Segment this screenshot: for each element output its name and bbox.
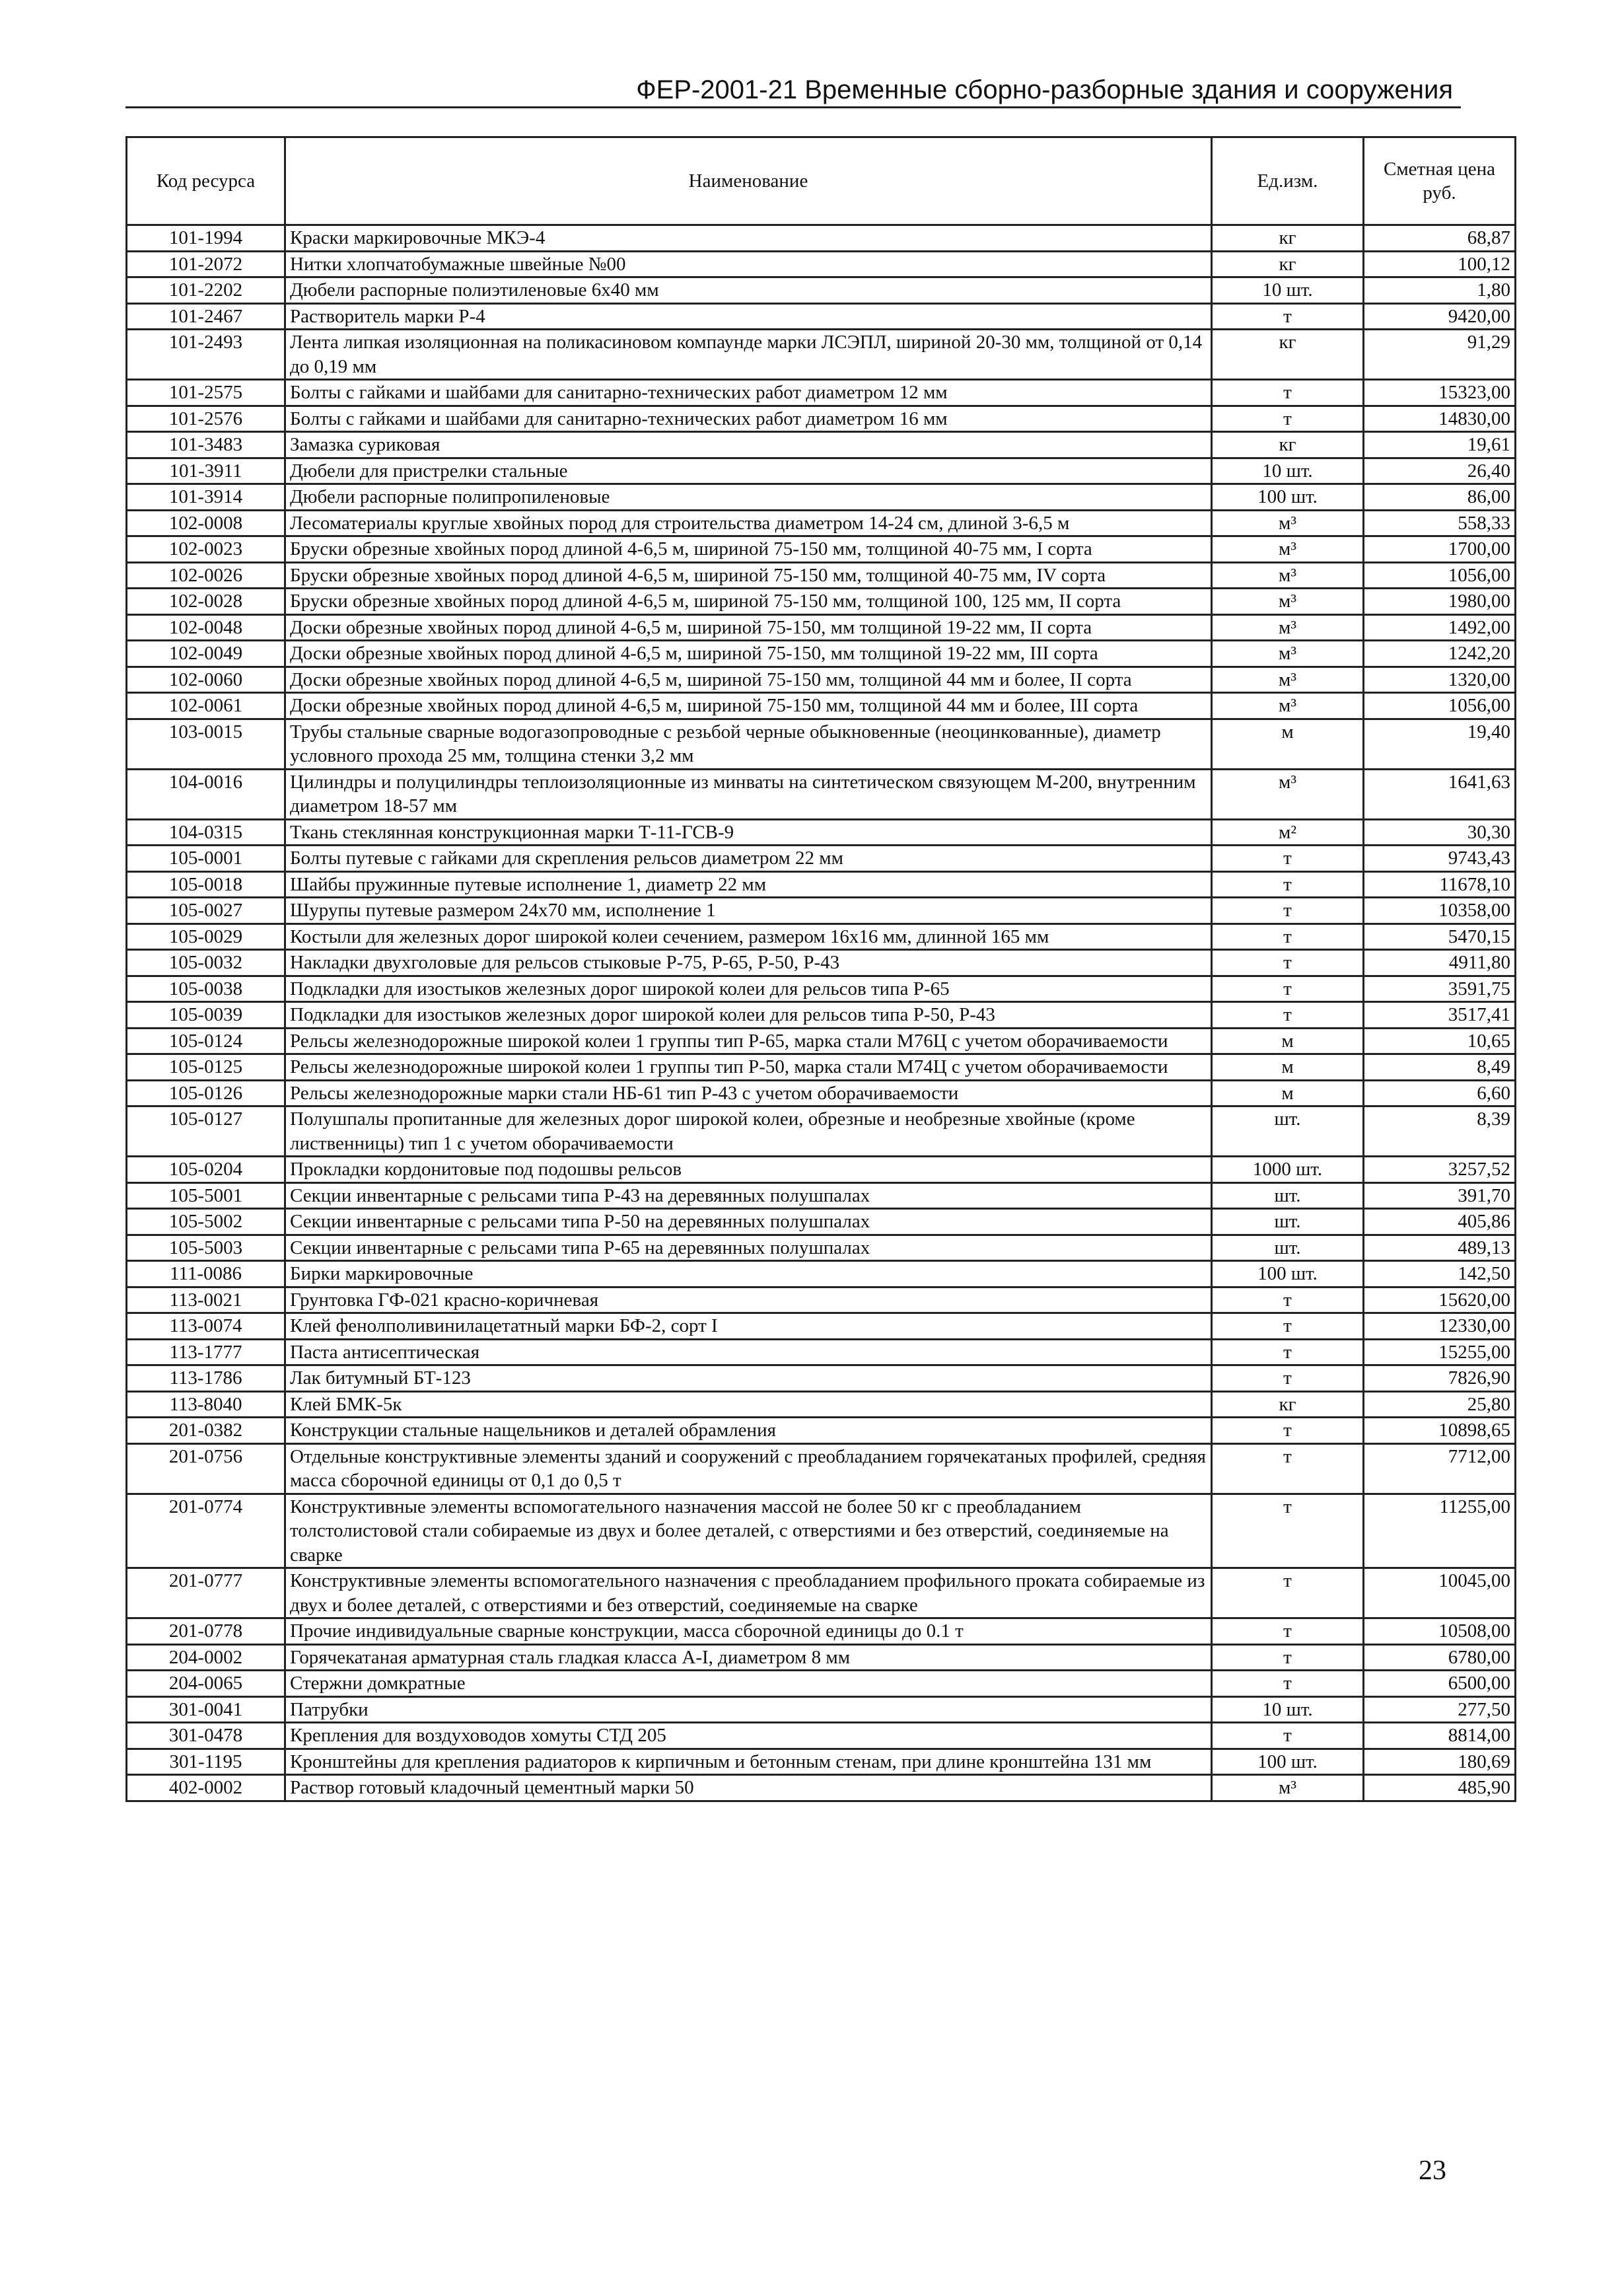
column-header-unit: Ед.изм.	[1212, 137, 1364, 225]
price-cell: 489,13	[1364, 1235, 1516, 1261]
price-cell: 3257,52	[1364, 1157, 1516, 1183]
resource-code-cell: 105-0038	[127, 976, 285, 1002]
resource-code-cell: 101-1994	[127, 225, 285, 252]
resource-name-cell: Бруски обрезные хвойных пород длиной 4-6,5 м, шириной 75-150 мм, толщиной 40-75 мм, IV сорта	[285, 562, 1212, 589]
resource-code-cell: 101-3914	[127, 484, 285, 511]
price-cell: 1980,00	[1364, 589, 1516, 615]
table-row	[127, 976, 1516, 1002]
price-cell: 91,29	[1364, 330, 1516, 380]
table-row	[127, 667, 1516, 693]
unit-cell: т	[1212, 1644, 1364, 1671]
resource-name-cell: Болты с гайками и шайбами для санитарно-технических работ диаметром 12 мм	[285, 380, 1212, 406]
table-row	[127, 432, 1516, 458]
table-row	[127, 1568, 1516, 1618]
table-row	[127, 719, 1516, 769]
resource-name-cell: Замазка суриковая	[285, 432, 1212, 458]
page-title: ФЕР-2001-21 Временные сборно-разборные здания и сооружения	[636, 75, 1453, 104]
table-row	[127, 1028, 1516, 1054]
price-cell: 6,60	[1364, 1080, 1516, 1106]
unit-cell: шт.	[1212, 1106, 1364, 1157]
page-number: 23	[1419, 2155, 1446, 2186]
unit-cell: т	[1212, 1418, 1364, 1444]
price-cell: 86,00	[1364, 484, 1516, 511]
table-row	[127, 1671, 1516, 1697]
price-cell: 19,61	[1364, 432, 1516, 458]
table-row	[127, 1182, 1516, 1209]
unit-cell: т	[1212, 923, 1364, 950]
resource-name-cell: Секции инвентарные с рельсами типа Р-43 на деревянных полушпалах	[285, 1182, 1212, 1209]
resource-code-cell: 201-0382	[127, 1418, 285, 1444]
price-cell: 180,69	[1364, 1749, 1516, 1775]
unit-cell: т	[1212, 1365, 1364, 1392]
resource-name-cell: Цилиндры и полуцилиндры теплоизоляционные из минваты на синтетическом связующем М-200, внутренним диаметром 18-57 мм	[285, 769, 1212, 819]
resource-name-cell: Конструктивные элементы вспомогательного назначения с преобладанием профильного проката собираемые из двух и более деталей, с отверстиями и без отверстий, соединяемые на сварке	[285, 1568, 1212, 1618]
resource-name-cell: Отдельные конструктивные элементы зданий и сооружений с преобладанием горячекатаных профилей, средняя масса сборочной единицы от 0,1 до 0,5 т	[285, 1443, 1212, 1494]
resource-name-cell: Доски обрезные хвойных пород длиной 4-6,5 м, шириной 75-150 мм, толщиной 44 мм и более, II сорта	[285, 667, 1212, 693]
unit-cell: 10 шт.	[1212, 458, 1364, 484]
resource-code-cell: 301-0041	[127, 1696, 285, 1723]
price-cell: 3517,41	[1364, 1002, 1516, 1029]
table-row	[127, 1313, 1516, 1340]
unit-cell: т	[1212, 1313, 1364, 1340]
resource-name-cell: Конструкции стальные нащельников и деталей обрамления	[285, 1418, 1212, 1444]
unit-cell: шт.	[1212, 1182, 1364, 1209]
table-row	[127, 277, 1516, 304]
resource-name-cell: Дюбели для пристрелки стальные	[285, 458, 1212, 484]
resource-code-cell: 101-2202	[127, 277, 285, 304]
price-cell: 8,39	[1364, 1106, 1516, 1157]
unit-cell: т	[1212, 950, 1364, 976]
resource-code-cell: 201-0756	[127, 1443, 285, 1494]
resource-name-cell: Растворитель марки Р-4	[285, 303, 1212, 330]
resource-code-cell: 102-0008	[127, 510, 285, 536]
resource-code-cell: 105-0125	[127, 1054, 285, 1081]
unit-cell: м³	[1212, 510, 1364, 536]
unit-cell: м³	[1212, 589, 1364, 615]
table-row	[127, 484, 1516, 511]
table-row	[127, 693, 1516, 719]
price-cell: 5470,15	[1364, 923, 1516, 950]
table-row	[127, 1339, 1516, 1365]
price-cell: 11255,00	[1364, 1494, 1516, 1568]
unit-cell: м³	[1212, 536, 1364, 563]
table-row	[127, 1618, 1516, 1645]
price-cell: 15255,00	[1364, 1339, 1516, 1365]
resource-name-cell: Шурупы путевые размером 24х70 мм, исполнение 1	[285, 898, 1212, 924]
resource-name-cell: Доски обрезные хвойных пород длиной 4-6,5 м, шириной 75-150, мм толщиной 19-22 мм, II сорта	[285, 614, 1212, 641]
resource-code-cell: 204-0002	[127, 1644, 285, 1671]
price-cell: 277,50	[1364, 1696, 1516, 1723]
resource-name-cell: Дюбели распорные полипропиленовые	[285, 484, 1212, 511]
table-row	[127, 1002, 1516, 1029]
resource-code-cell: 105-0204	[127, 1157, 285, 1183]
table-row	[127, 1391, 1516, 1418]
table-row	[127, 1209, 1516, 1235]
resource-name-cell: Паста антисептическая	[285, 1339, 1212, 1365]
price-cell: 1242,20	[1364, 641, 1516, 667]
price-cell: 1320,00	[1364, 667, 1516, 693]
resource-name-cell: Патрубки	[285, 1696, 1212, 1723]
table-row	[127, 819, 1516, 846]
price-cell: 485,90	[1364, 1775, 1516, 1801]
unit-cell: м	[1212, 1054, 1364, 1081]
resource-code-cell: 105-0126	[127, 1080, 285, 1106]
unit-cell: 10 шт.	[1212, 1696, 1364, 1723]
price-cell: 4911,80	[1364, 950, 1516, 976]
column-header-code: Код ресурса	[127, 137, 285, 225]
table-row	[127, 1106, 1516, 1157]
unit-cell: м	[1212, 1028, 1364, 1054]
unit-cell: м³	[1212, 1775, 1364, 1801]
table-row	[127, 330, 1516, 380]
unit-cell: т	[1212, 1671, 1364, 1697]
resource-code-cell: 105-0039	[127, 1002, 285, 1029]
resource-code-cell: 113-0021	[127, 1287, 285, 1313]
price-cell: 405,86	[1364, 1209, 1516, 1235]
price-cell: 7712,00	[1364, 1443, 1516, 1494]
price-cell: 1,80	[1364, 277, 1516, 304]
table-row	[127, 251, 1516, 277]
unit-cell: м³	[1212, 769, 1364, 819]
resource-code-cell: 105-5003	[127, 1235, 285, 1261]
resource-code-cell: 102-0026	[127, 562, 285, 589]
price-cell: 25,80	[1364, 1391, 1516, 1418]
resource-name-cell: Горячекатаная арматурная сталь гладкая класса А-I, диаметром 8 мм	[285, 1644, 1212, 1671]
resource-name-cell: Рельсы железнодорожные широкой колеи 1 группы тип Р-65, марка стали М76Ц с учетом оборачиваемости	[285, 1028, 1212, 1054]
price-cell: 15323,00	[1364, 380, 1516, 406]
unit-cell: м²	[1212, 819, 1364, 846]
price-cell: 12330,00	[1364, 1313, 1516, 1340]
resource-table-wrap	[125, 136, 1514, 1802]
price-cell: 3591,75	[1364, 976, 1516, 1002]
resource-name-cell: Болты с гайками и шайбами для санитарно-технических работ диаметром 16 мм	[285, 406, 1212, 432]
unit-cell: 100 шт.	[1212, 484, 1364, 511]
unit-cell: т	[1212, 1618, 1364, 1645]
resource-code-cell: 102-0061	[127, 693, 285, 719]
resource-code-cell: 105-0124	[127, 1028, 285, 1054]
price-cell: 100,12	[1364, 251, 1516, 277]
unit-cell: шт.	[1212, 1235, 1364, 1261]
resource-name-cell: Костыли для железных дорог широкой колеи сечением, размером 16х16 мм, длинной 165 мм	[285, 923, 1212, 950]
unit-cell: м³	[1212, 614, 1364, 641]
price-cell: 26,40	[1364, 458, 1516, 484]
resource-name-cell: Трубы стальные сварные водогазопроводные с резьбой черные обыкновенные (неоцинкованные), диаметр условного прохода 25 мм, толщина стенки 3,2 мм	[285, 719, 1212, 769]
resource-code-cell: 101-2575	[127, 380, 285, 406]
resource-name-cell: Шайбы пружинные путевые исполнение 1, диаметр 22 мм	[285, 871, 1212, 898]
price-cell: 1056,00	[1364, 562, 1516, 589]
resource-name-cell: Прокладки кордонитовые под подошвы рельсов	[285, 1157, 1212, 1183]
table-row	[127, 898, 1516, 924]
unit-cell: шт.	[1212, 1209, 1364, 1235]
price-cell: 19,40	[1364, 719, 1516, 769]
price-cell: 8,49	[1364, 1054, 1516, 1081]
resource-name-cell: Ткань стеклянная конструкционная марки Т-11-ГСВ-9	[285, 819, 1212, 846]
table-row	[127, 406, 1516, 432]
resource-name-cell: Накладки двухголовые для рельсов стыковые Р-75, Р-65, Р-50, Р-43	[285, 950, 1212, 976]
unit-cell: кг	[1212, 432, 1364, 458]
table-row	[127, 1644, 1516, 1671]
unit-cell: м³	[1212, 562, 1364, 589]
resource-code-cell: 402-0002	[127, 1775, 285, 1801]
resource-name-cell: Подкладки для изостыков железных дорог широкой колеи для рельсов типа Р-65	[285, 976, 1212, 1002]
column-header-price: Сметная цена руб.	[1364, 137, 1516, 225]
resource-code-cell: 113-1777	[127, 1339, 285, 1365]
unit-cell: т	[1212, 976, 1364, 1002]
price-cell: 391,70	[1364, 1182, 1516, 1209]
table-row	[127, 1261, 1516, 1287]
unit-cell: кг	[1212, 225, 1364, 252]
table-row	[127, 1080, 1516, 1106]
price-cell: 11678,10	[1364, 871, 1516, 898]
resource-name-cell: Краски маркировочные МКЭ-4	[285, 225, 1212, 252]
resource-code-cell: 105-0018	[127, 871, 285, 898]
price-cell: 10,65	[1364, 1028, 1516, 1054]
header-rule	[125, 106, 1461, 108]
resource-name-cell: Крепления для воздуховодов хомуты СТД 205	[285, 1723, 1212, 1749]
resource-code-cell: 102-0023	[127, 536, 285, 563]
table-row	[127, 950, 1516, 976]
resource-code-cell: 102-0028	[127, 589, 285, 615]
resource-code-cell: 101-2467	[127, 303, 285, 330]
price-cell: 30,30	[1364, 819, 1516, 846]
table-row	[127, 1749, 1516, 1775]
resource-name-cell: Грунтовка ГФ-021 красно-коричневая	[285, 1287, 1212, 1313]
price-cell: 10045,00	[1364, 1568, 1516, 1618]
table-row	[127, 846, 1516, 872]
resource-name-cell: Прочие индивидуальные сварные конструкции, масса сборочной единицы до 0.1 т	[285, 1618, 1212, 1645]
resource-name-cell: Бирки маркировочные	[285, 1261, 1212, 1287]
price-cell: 14830,00	[1364, 406, 1516, 432]
unit-cell: т	[1212, 303, 1364, 330]
price-cell: 15620,00	[1364, 1287, 1516, 1313]
unit-cell: м	[1212, 1080, 1364, 1106]
resource-name-cell: Конструктивные элементы вспомогательного назначения массой не более 50 кг с преобладанием толстолистовой стали собираемые из двух и более деталей, с отверстиями и без отверстий, соединяемые на сварке	[285, 1494, 1212, 1568]
resource-code-cell: 105-5002	[127, 1209, 285, 1235]
resource-name-cell: Рельсы железнодорожные марки стали НБ-61 тип Р-43 с учетом оборачиваемости	[285, 1080, 1212, 1106]
unit-cell: т	[1212, 846, 1364, 872]
resource-code-cell: 101-2072	[127, 251, 285, 277]
resource-name-cell: Лента липкая изоляционная на поликасиновом компаунде марки ЛСЭПЛ, шириной 20-30 мм, толщиной от 0,14 до 0,19 мм	[285, 330, 1212, 380]
resource-code-cell: 113-8040	[127, 1391, 285, 1418]
table-row	[127, 1443, 1516, 1494]
resource-code-cell: 105-5001	[127, 1182, 285, 1209]
unit-cell: кг	[1212, 251, 1364, 277]
price-cell: 1492,00	[1364, 614, 1516, 641]
resource-code-cell: 102-0060	[127, 667, 285, 693]
unit-cell: т	[1212, 1723, 1364, 1749]
resource-code-cell: 201-0774	[127, 1494, 285, 1568]
unit-cell: т	[1212, 898, 1364, 924]
resource-code-cell: 113-0074	[127, 1313, 285, 1340]
price-cell: 142,50	[1364, 1261, 1516, 1287]
resource-name-cell: Подкладки для изостыков железных дорог широкой колеи для рельсов типа Р-50, Р-43	[285, 1002, 1212, 1029]
resource-name-cell: Полушпалы пропитанные для железных дорог широкой колеи, обрезные и необрезные хвойные (кроме лиственницы) тип 1 с учетом оборачиваемости	[285, 1106, 1212, 1157]
resource-name-cell: Секции инвентарные с рельсами типа Р-65 на деревянных полушпалах	[285, 1235, 1212, 1261]
table-row	[127, 1775, 1516, 1801]
price-cell: 7826,90	[1364, 1365, 1516, 1392]
resource-name-cell: Доски обрезные хвойных пород длиной 4-6,5 м, шириной 75-150, мм толщиной 19-22 мм, III сорта	[285, 641, 1212, 667]
resource-name-cell: Дюбели распорные полиэтиленовые 6х40 мм	[285, 277, 1212, 304]
unit-cell: т	[1212, 406, 1364, 432]
resource-code-cell: 101-2576	[127, 406, 285, 432]
table-row	[127, 536, 1516, 563]
unit-cell: т	[1212, 1339, 1364, 1365]
unit-cell: т	[1212, 1002, 1364, 1029]
resource-code-cell: 102-0049	[127, 641, 285, 667]
table-row	[127, 1418, 1516, 1444]
resource-code-cell: 105-0127	[127, 1106, 285, 1157]
table-row	[127, 380, 1516, 406]
price-cell: 6780,00	[1364, 1644, 1516, 1671]
table-row	[127, 1235, 1516, 1261]
resource-code-cell: 105-0032	[127, 950, 285, 976]
unit-cell: т	[1212, 380, 1364, 406]
price-cell: 68,87	[1364, 225, 1516, 252]
table-row	[127, 923, 1516, 950]
unit-cell: 100 шт.	[1212, 1749, 1364, 1775]
table-row	[127, 458, 1516, 484]
resource-name-cell: Клей фенолполивинилацетатный марки БФ-2, сорт I	[285, 1313, 1212, 1340]
resource-code-cell: 201-0777	[127, 1568, 285, 1618]
price-cell: 9743,43	[1364, 846, 1516, 872]
resource-code-cell: 104-0315	[127, 819, 285, 846]
resource-code-cell: 301-1195	[127, 1749, 285, 1775]
table-row	[127, 1365, 1516, 1392]
price-cell: 10508,00	[1364, 1618, 1516, 1645]
table-body	[127, 225, 1516, 1801]
resource-name-cell: Доски обрезные хвойных пород длиной 4-6,5 м, шириной 75-150 мм, толщиной 44 мм и более, III сорта	[285, 693, 1212, 719]
table-row	[127, 1054, 1516, 1081]
unit-cell: м³	[1212, 641, 1364, 667]
resource-name-cell: Нитки хлопчатобумажные швейные №00	[285, 251, 1212, 277]
unit-cell: т	[1212, 1494, 1364, 1568]
table-row	[127, 510, 1516, 536]
resource-price-table	[125, 136, 1516, 1802]
resource-name-cell: Кронштейны для крепления радиаторов к кирпичным и бетонным стенам, при длине кронштейна 131 мм	[285, 1749, 1212, 1775]
resource-code-cell: 105-0027	[127, 898, 285, 924]
price-cell: 9420,00	[1364, 303, 1516, 330]
resource-name-cell: Стержни домкратные	[285, 1671, 1212, 1697]
resource-name-cell: Бруски обрезные хвойных пород длиной 4-6,5 м, шириной 75-150 мм, толщиной 40-75 мм, I сорта	[285, 536, 1212, 563]
unit-cell: м	[1212, 719, 1364, 769]
resource-code-cell: 101-2493	[127, 330, 285, 380]
unit-cell: м³	[1212, 693, 1364, 719]
resource-name-cell: Болты путевые с гайками для скрепления рельсов диаметром 22 мм	[285, 846, 1212, 872]
column-header-name: Наименование	[285, 137, 1212, 225]
resource-code-cell: 101-3911	[127, 458, 285, 484]
unit-cell: кг	[1212, 1391, 1364, 1418]
price-cell: 1056,00	[1364, 693, 1516, 719]
table-row	[127, 589, 1516, 615]
resource-code-cell: 113-1786	[127, 1365, 285, 1392]
price-cell: 10898,65	[1364, 1418, 1516, 1444]
resource-code-cell: 101-3483	[127, 432, 285, 458]
resource-code-cell: 102-0048	[127, 614, 285, 641]
price-cell: 558,33	[1364, 510, 1516, 536]
table-header-row	[127, 137, 1516, 225]
price-cell: 8814,00	[1364, 1723, 1516, 1749]
table-row	[127, 1287, 1516, 1313]
price-cell: 6500,00	[1364, 1671, 1516, 1697]
unit-cell: 100 шт.	[1212, 1261, 1364, 1287]
table-row	[127, 871, 1516, 898]
resource-code-cell: 111-0086	[127, 1261, 285, 1287]
unit-cell: 1000 шт.	[1212, 1157, 1364, 1183]
table-row	[127, 769, 1516, 819]
resource-name-cell: Бруски обрезные хвойных пород длиной 4-6,5 м, шириной 75-150 мм, толщиной 100, 125 мм, II сорта	[285, 589, 1212, 615]
resource-code-cell: 204-0065	[127, 1671, 285, 1697]
unit-cell: т	[1212, 871, 1364, 898]
table-row	[127, 1723, 1516, 1749]
price-cell: 1641,63	[1364, 769, 1516, 819]
unit-cell: т	[1212, 1287, 1364, 1313]
resource-name-cell: Раствор готовый кладочный цементный марки 50	[285, 1775, 1212, 1801]
resource-name-cell: Клей БМК-5к	[285, 1391, 1212, 1418]
resource-code-cell: 201-0778	[127, 1618, 285, 1645]
table-row	[127, 225, 1516, 252]
resource-code-cell: 105-0029	[127, 923, 285, 950]
price-cell: 10358,00	[1364, 898, 1516, 924]
unit-cell: т	[1212, 1443, 1364, 1494]
table-row	[127, 614, 1516, 641]
resource-code-cell: 104-0016	[127, 769, 285, 819]
table-row	[127, 1157, 1516, 1183]
page-header	[125, 69, 1461, 108]
table-row	[127, 1494, 1516, 1568]
unit-cell: м³	[1212, 667, 1364, 693]
resource-name-cell: Лесоматериалы круглые хвойных пород для строительства диаметром 14-24 см, длиной 3-6,5 м	[285, 510, 1212, 536]
resource-code-cell: 103-0015	[127, 719, 285, 769]
resource-code-cell: 105-0001	[127, 846, 285, 872]
table-row	[127, 303, 1516, 330]
unit-cell: 10 шт.	[1212, 277, 1364, 304]
resource-name-cell: Лак битумный БТ-123	[285, 1365, 1212, 1392]
table-row	[127, 1696, 1516, 1723]
resource-code-cell: 301-0478	[127, 1723, 285, 1749]
table-row	[127, 562, 1516, 589]
unit-cell: т	[1212, 1568, 1364, 1618]
table-row	[127, 641, 1516, 667]
resource-name-cell: Рельсы железнодорожные широкой колеи 1 группы тип Р-50, марка стали М74Ц с учетом оборачиваемости	[285, 1054, 1212, 1081]
unit-cell: кг	[1212, 330, 1364, 380]
price-cell: 1700,00	[1364, 536, 1516, 563]
resource-name-cell: Секции инвентарные с рельсами типа Р-50 на деревянных полушпалах	[285, 1209, 1212, 1235]
